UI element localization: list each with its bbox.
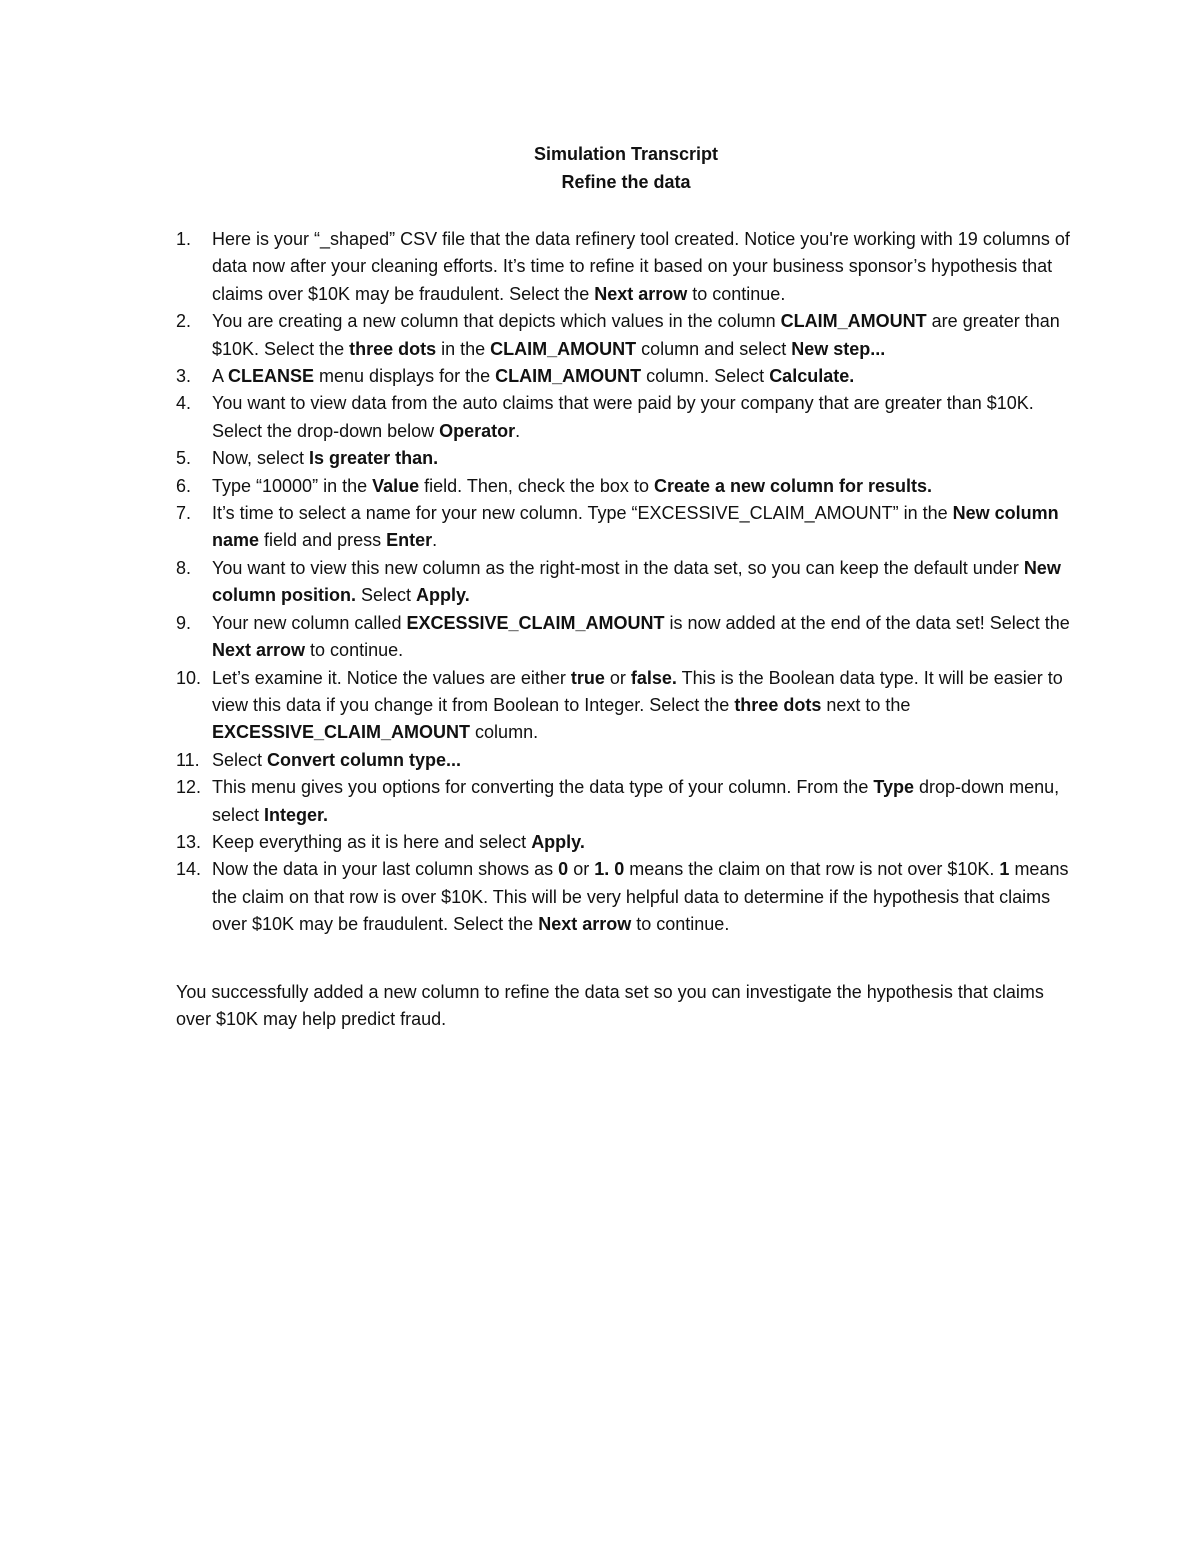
step-text-run: column and select — [636, 338, 792, 359]
step-text-run: menu displays for the — [314, 366, 496, 387]
step-text — [212, 750, 461, 770]
step-item — [176, 226, 1076, 308]
step-text — [212, 558, 1061, 605]
step-item — [176, 473, 1076, 500]
step-text-bold: New column position. — [212, 557, 1061, 606]
step-text-bold: Calculate. — [769, 366, 855, 387]
step-text-run: Keep everything as it is here and select — [212, 831, 532, 852]
step-text-bold: 0 — [558, 859, 569, 880]
step-text — [212, 503, 1059, 550]
step-text-run: You are creating a new column that depicts which values in the column — [212, 311, 781, 332]
step-number: 11. — [176, 749, 200, 770]
step-text-bold: New column name — [212, 503, 1059, 551]
step-text-bold: Next arrow — [594, 283, 688, 304]
step-number: 7. — [176, 503, 192, 524]
steps-list — [176, 226, 1076, 939]
step-text-bold: CLEANSE — [228, 366, 315, 387]
step-number: 4. — [176, 393, 192, 414]
step-text-bold: EXCESSIVE_CLAIM_AMOUNT — [212, 722, 471, 743]
step-number: 9. — [176, 612, 192, 633]
step-text-bold: Enter — [386, 530, 433, 551]
step-text-bold: Create a new column for results. — [653, 475, 933, 496]
step-item — [176, 610, 1076, 665]
step-text-bold: Apply. — [531, 831, 585, 852]
step-text-run: This is the Boolean data type. It will be easier to view this data if you change it from Boolean to Integer. Select the — [212, 667, 1063, 715]
step-text-bold: Is greater than. — [309, 448, 439, 469]
step-text-bold: true — [570, 667, 605, 688]
step-text-run: column. Select — [641, 366, 770, 387]
step-text-run: Now the data in your last column shows as — [212, 859, 559, 880]
step-text-run: field and press — [259, 530, 387, 551]
step-text — [212, 229, 1070, 304]
step-text — [212, 859, 1068, 934]
step-text-run: . — [432, 530, 438, 551]
step-number: 5. — [176, 448, 192, 469]
step-text-run: Select — [212, 749, 268, 770]
step-text — [212, 448, 438, 468]
document-page — [176, 140, 1076, 1051]
page-subtitle: Refine the data — [561, 172, 691, 192]
step-text-bold: Next arrow — [212, 640, 306, 661]
step-text — [212, 311, 1060, 358]
step-number: 6. — [176, 475, 192, 496]
step-text-run: It’s time to select a name for your new column. Type “EXCESSIVE_CLAIM_AMOUNT” in the — [212, 503, 953, 524]
step-number: 10. — [176, 667, 202, 688]
step-text-bold: Next arrow — [538, 914, 632, 935]
step-text-run: or — [604, 667, 631, 688]
step-text-bold: three dots — [349, 338, 437, 359]
step-item — [176, 308, 1076, 363]
step-text-bold: 1 — [999, 859, 1010, 880]
step-text-run: to continue. — [687, 283, 786, 304]
step-text-bold: Type — [873, 777, 915, 798]
step-text-bold: Integer. — [264, 804, 329, 825]
step-item — [176, 555, 1076, 610]
step-text — [212, 393, 1034, 440]
step-number: 2. — [176, 311, 192, 332]
conclusion-paragraph: You successfully added a new column to refine the data set so you can investigate the hypothesis that claims over $10K may help predict fraud. — [176, 981, 1044, 1029]
step-text — [212, 668, 1063, 743]
step-item — [176, 829, 1076, 856]
step-text-bold: three dots — [734, 694, 822, 715]
step-text — [212, 613, 1070, 660]
step-number: 3. — [176, 366, 192, 387]
step-text-run: means the claim on that row is over $10K. This will be very helpful data to determine if the hypothesis that claims over $10K may be fraudulent. Select the — [212, 859, 1069, 935]
step-text-bold: Value — [372, 475, 420, 496]
step-text-bold: CLAIM_AMOUNT — [495, 366, 642, 387]
step-text-run: next to the — [821, 694, 911, 715]
step-text-run: This menu gives you options for converting the data type of your column. From the — [212, 777, 874, 798]
step-text-run: or — [568, 859, 595, 880]
step-text-run: Here is your “_shaped” CSV file that the data refinery tool created. Notice you're working with 19 columns of data now after your cleaning efforts. It’s time to refine it based on your business sponsor’s hypothesis that claims over $10K may be fraudulent. Select the — [212, 229, 1070, 304]
page-title: Simulation Transcript — [533, 144, 719, 164]
step-text-bold: false. — [630, 667, 677, 688]
step-text-bold: Apply. — [416, 585, 470, 606]
step-text-run: column. — [470, 722, 539, 743]
step-text-run: You want to view this new column as the right-most in the data set, so you can keep the default under — [212, 557, 1024, 578]
step-text-run: field. Then, check the box to — [419, 475, 654, 496]
step-item — [176, 500, 1076, 555]
step-text-run: to continue. — [305, 640, 404, 661]
step-text — [212, 832, 585, 852]
step-item — [176, 363, 1076, 390]
step-text-run: You want to view data from the auto claims that were paid by your company that are greater than $10K. Select the drop-down below — [212, 393, 1034, 441]
step-item — [176, 747, 1076, 774]
step-text-run: to continue. — [631, 914, 730, 935]
step-text-bold: EXCESSIVE_CLAIM_AMOUNT — [406, 612, 665, 633]
step-number: 12. — [176, 777, 202, 798]
step-text — [212, 476, 932, 496]
step-number: 13. — [176, 831, 202, 852]
step-text-bold: CLAIM_AMOUNT — [490, 338, 637, 359]
step-text-bold: Convert column type... — [267, 749, 462, 770]
step-text-run: Select — [356, 585, 417, 606]
step-item — [176, 856, 1076, 938]
step-number: 1. — [176, 229, 192, 249]
step-item — [176, 665, 1076, 747]
step-text — [212, 777, 1059, 824]
step-text-run: drop-down menu, select — [212, 777, 1060, 825]
step-item — [176, 445, 1076, 472]
step-text-run: A — [212, 366, 229, 387]
step-text-bold: New step... — [791, 338, 886, 359]
step-item — [176, 774, 1076, 829]
step-text-run: Your new column called — [212, 612, 407, 633]
step-text-run: means the claim on that row is not over $10K. — [624, 859, 1000, 880]
step-text-run: Now, select — [212, 448, 310, 469]
step-item — [176, 390, 1076, 445]
step-number: 8. — [176, 557, 192, 578]
step-text-run: is now added at the end of the data set! Select the — [664, 612, 1070, 633]
step-text — [212, 366, 854, 386]
step-text-bold: 1. 0 — [594, 859, 625, 880]
step-text-run: are greater than $10K. Select the — [212, 311, 1060, 359]
step-text-bold: CLAIM_AMOUNT — [780, 311, 927, 332]
step-text-run: Type “10000” in the — [212, 475, 373, 496]
step-text-bold: Operator — [439, 420, 516, 441]
step-number: 14. — [176, 859, 202, 880]
step-text-run: in the — [436, 338, 491, 359]
title-block — [176, 140, 1076, 196]
step-text-run: . — [515, 420, 521, 441]
step-text-run: Let’s examine it. Notice the values are either — [212, 667, 571, 688]
